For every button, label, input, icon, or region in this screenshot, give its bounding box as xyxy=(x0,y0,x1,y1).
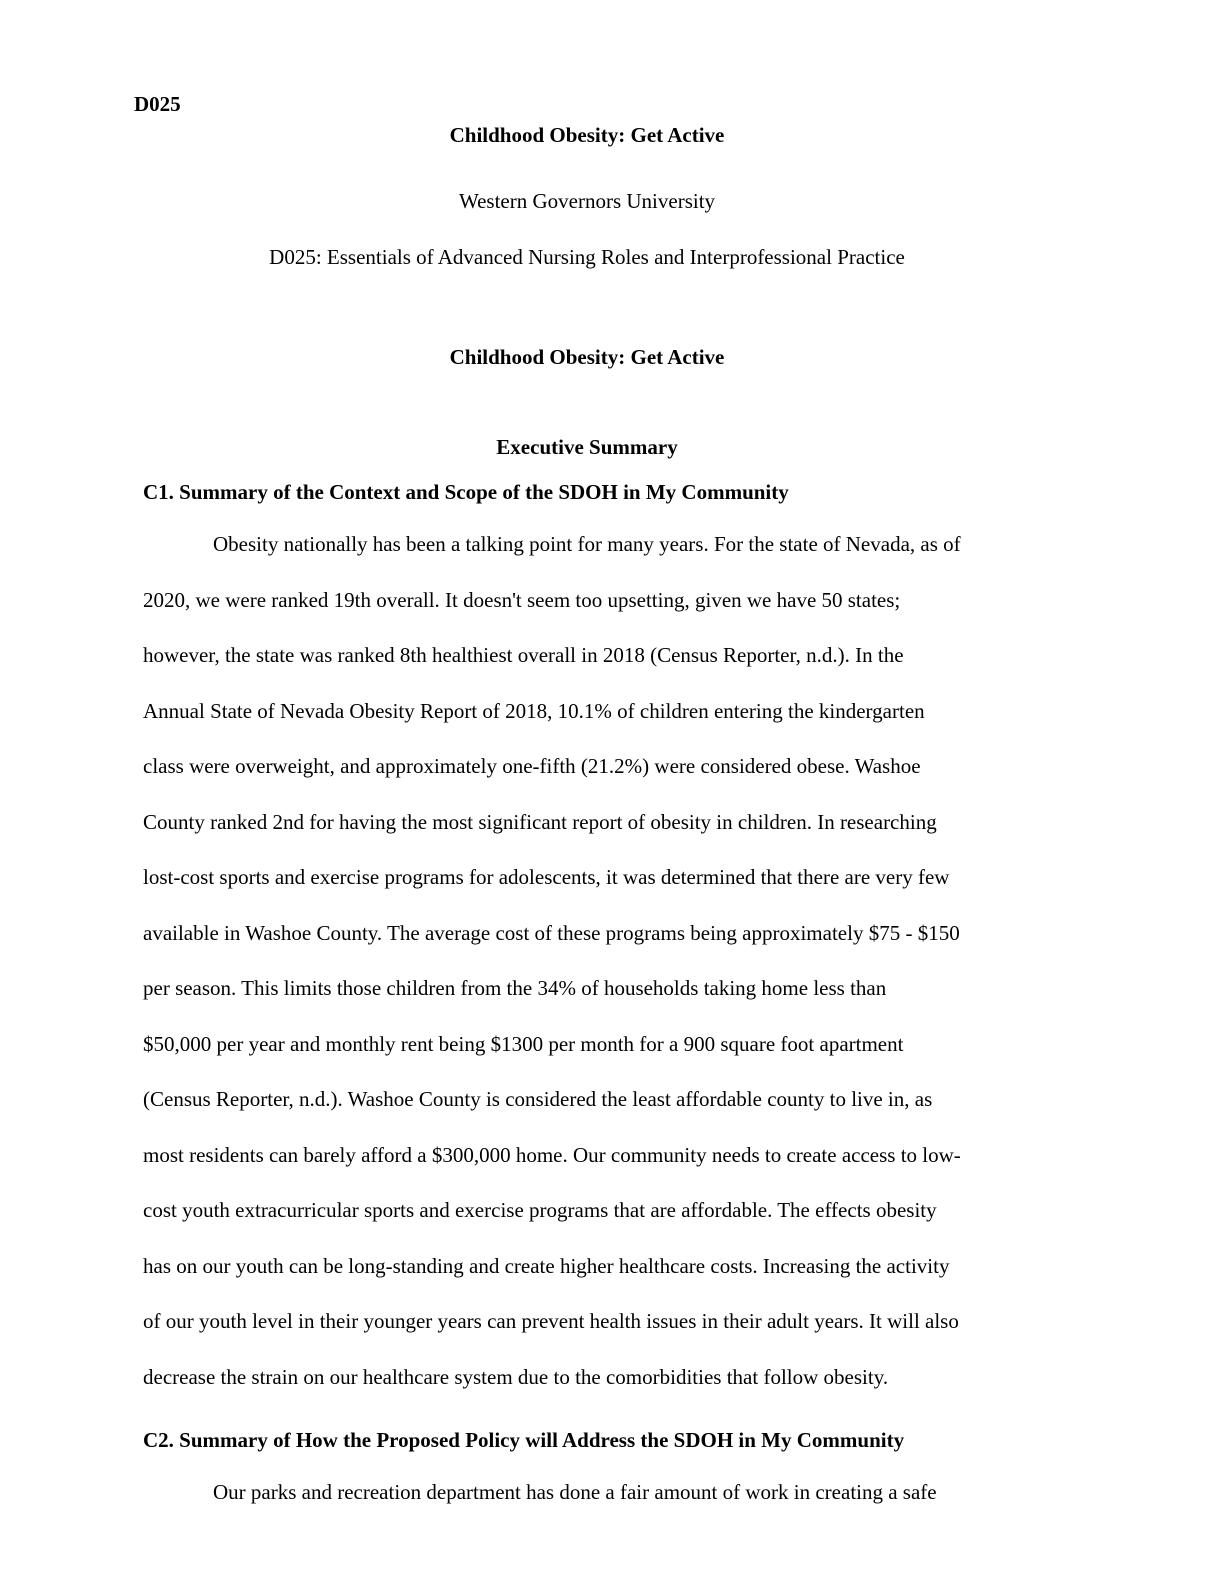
paragraph-line: of our youth level in their younger years can prevent health issues in their adult years. It will also xyxy=(143,1309,959,1333)
paragraph-line: County ranked 2nd for having the most significant report of obesity in children. In researching xyxy=(143,809,937,834)
c2-paragraph xyxy=(143,1465,1070,1521)
paragraph-line: cost youth extracurricular sports and exercise programs that are affordable. The effects obesity xyxy=(143,1198,937,1222)
paragraph-line: available in Washoe County. The average cost of these programs being approximately $75 - $150 xyxy=(143,920,960,945)
paragraph-line: per season. This limits those children from the 34% of households taking home less than xyxy=(143,976,887,1000)
c2-heading: C2. Summary of How the Proposed Policy will Address the SDOH in My Community xyxy=(143,1428,905,1452)
paragraph-line: $50,000 per year and monthly rent being $1300 per month for a 900 square foot apartment xyxy=(143,1031,904,1056)
paragraph-line: decrease the strain on our healthcare system due to the comorbidities that follow obesity. xyxy=(143,1364,889,1389)
paragraph-line: class were overweight, and approximately one-fifth (21.2%) were considered obese. Washoe xyxy=(143,754,921,778)
paragraph-line: however, the state was ranked 8th healthiest overall in 2018 (Census Reporter, n.d.). In the xyxy=(143,643,904,667)
paragraph-line: Our parks and recreation department has done a fair amount of work in creating a safe xyxy=(213,1480,937,1504)
paragraph-line: lost-cost sports and exercise programs for adolescents, it was determined that there are very few xyxy=(143,865,950,889)
paragraph-line: has on our youth can be long-standing and create higher healthcare costs. Increasing the activity xyxy=(143,1253,950,1278)
paragraph-line: Obesity nationally has been a talking point for many years. For the state of Nevada, as of xyxy=(213,532,961,556)
institution-name: Western Governors University xyxy=(458,189,716,213)
paragraph-line: Annual State of Nevada Obesity Report of 2018, 10.1% of children entering the kindergarten xyxy=(143,698,925,723)
course-name: D025: Essentials of Advanced Nursing Roles and Interprofessional Practice xyxy=(269,245,905,269)
paragraph-line: (Census Reporter, n.d.). Washoe County is considered the least affordable county to live in, as xyxy=(143,1087,933,1111)
paragraph-line: most residents can barely afford a $300,000 home. Our community needs to create access to low- xyxy=(143,1142,961,1167)
running-head: D025 xyxy=(134,92,181,116)
paragraph-line: 2020, we were ranked 19th overall. It doesn't seem too upsetting, given we have 50 states; xyxy=(143,587,901,612)
section-title: Childhood Obesity: Get Active xyxy=(449,345,725,369)
c1-heading: C1. Summary of the Context and Scope of the SDOH in My Community xyxy=(143,480,789,504)
executive-summary-heading: Executive Summary xyxy=(496,435,678,459)
paper-title: Childhood Obesity: Get Active xyxy=(449,123,725,147)
c1-paragraph xyxy=(143,517,1070,1405)
